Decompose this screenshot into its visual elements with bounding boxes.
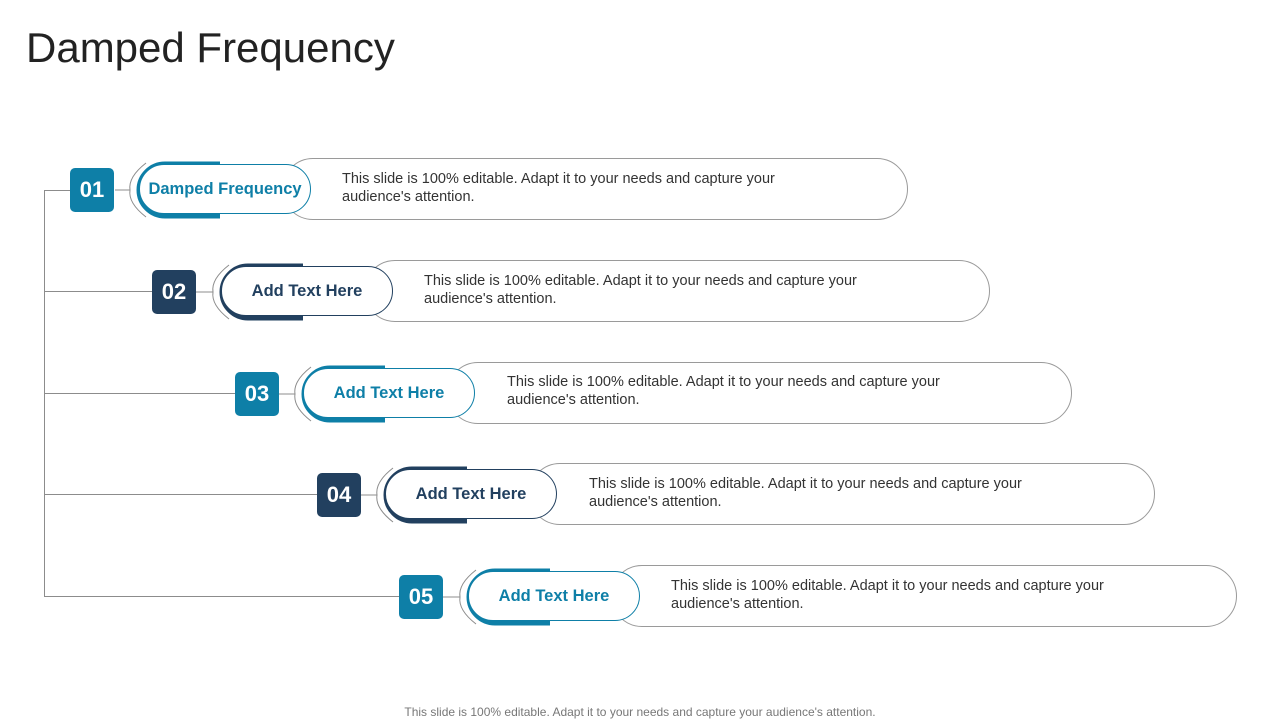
step-number-badge: 04 bbox=[317, 473, 361, 517]
step-label-pill: Add Text Here bbox=[468, 571, 640, 621]
step-number-badge: 05 bbox=[399, 575, 443, 619]
step-description: This slide is 100% editable. Adapt it to your needs and capture your audience's attention. bbox=[424, 273, 857, 307]
footer-note: This slide is 100% editable. Adapt it to your needs and capture your audience's attention. bbox=[404, 705, 876, 719]
step-4 bbox=[0, 460, 1280, 532]
step-label-pill: Add Text Here bbox=[385, 469, 557, 519]
step-description: This slide is 100% editable. Adapt it to your needs and capture your audience's attention. bbox=[342, 171, 775, 205]
step-label-pill: Damped Frequency bbox=[139, 164, 311, 214]
step-label-pill: Add Text Here bbox=[221, 266, 393, 316]
step-3 bbox=[0, 359, 1280, 431]
step-2 bbox=[0, 257, 1280, 329]
step-number-badge: 03 bbox=[235, 372, 279, 416]
step-5 bbox=[0, 562, 1280, 634]
step-number-badge: 02 bbox=[152, 270, 196, 314]
step-number-badge: 01 bbox=[70, 168, 114, 212]
page-title: Damped Frequency bbox=[26, 24, 395, 71]
step-description: This slide is 100% editable. Adapt it to your needs and capture your audience's attention. bbox=[589, 476, 1022, 510]
step-description: This slide is 100% editable. Adapt it to your needs and capture your audience's attention. bbox=[507, 374, 940, 408]
step-label-pill: Add Text Here bbox=[303, 368, 475, 418]
step-description: This slide is 100% editable. Adapt it to your needs and capture your audience's attention. bbox=[671, 578, 1104, 612]
step-1 bbox=[0, 155, 1280, 227]
